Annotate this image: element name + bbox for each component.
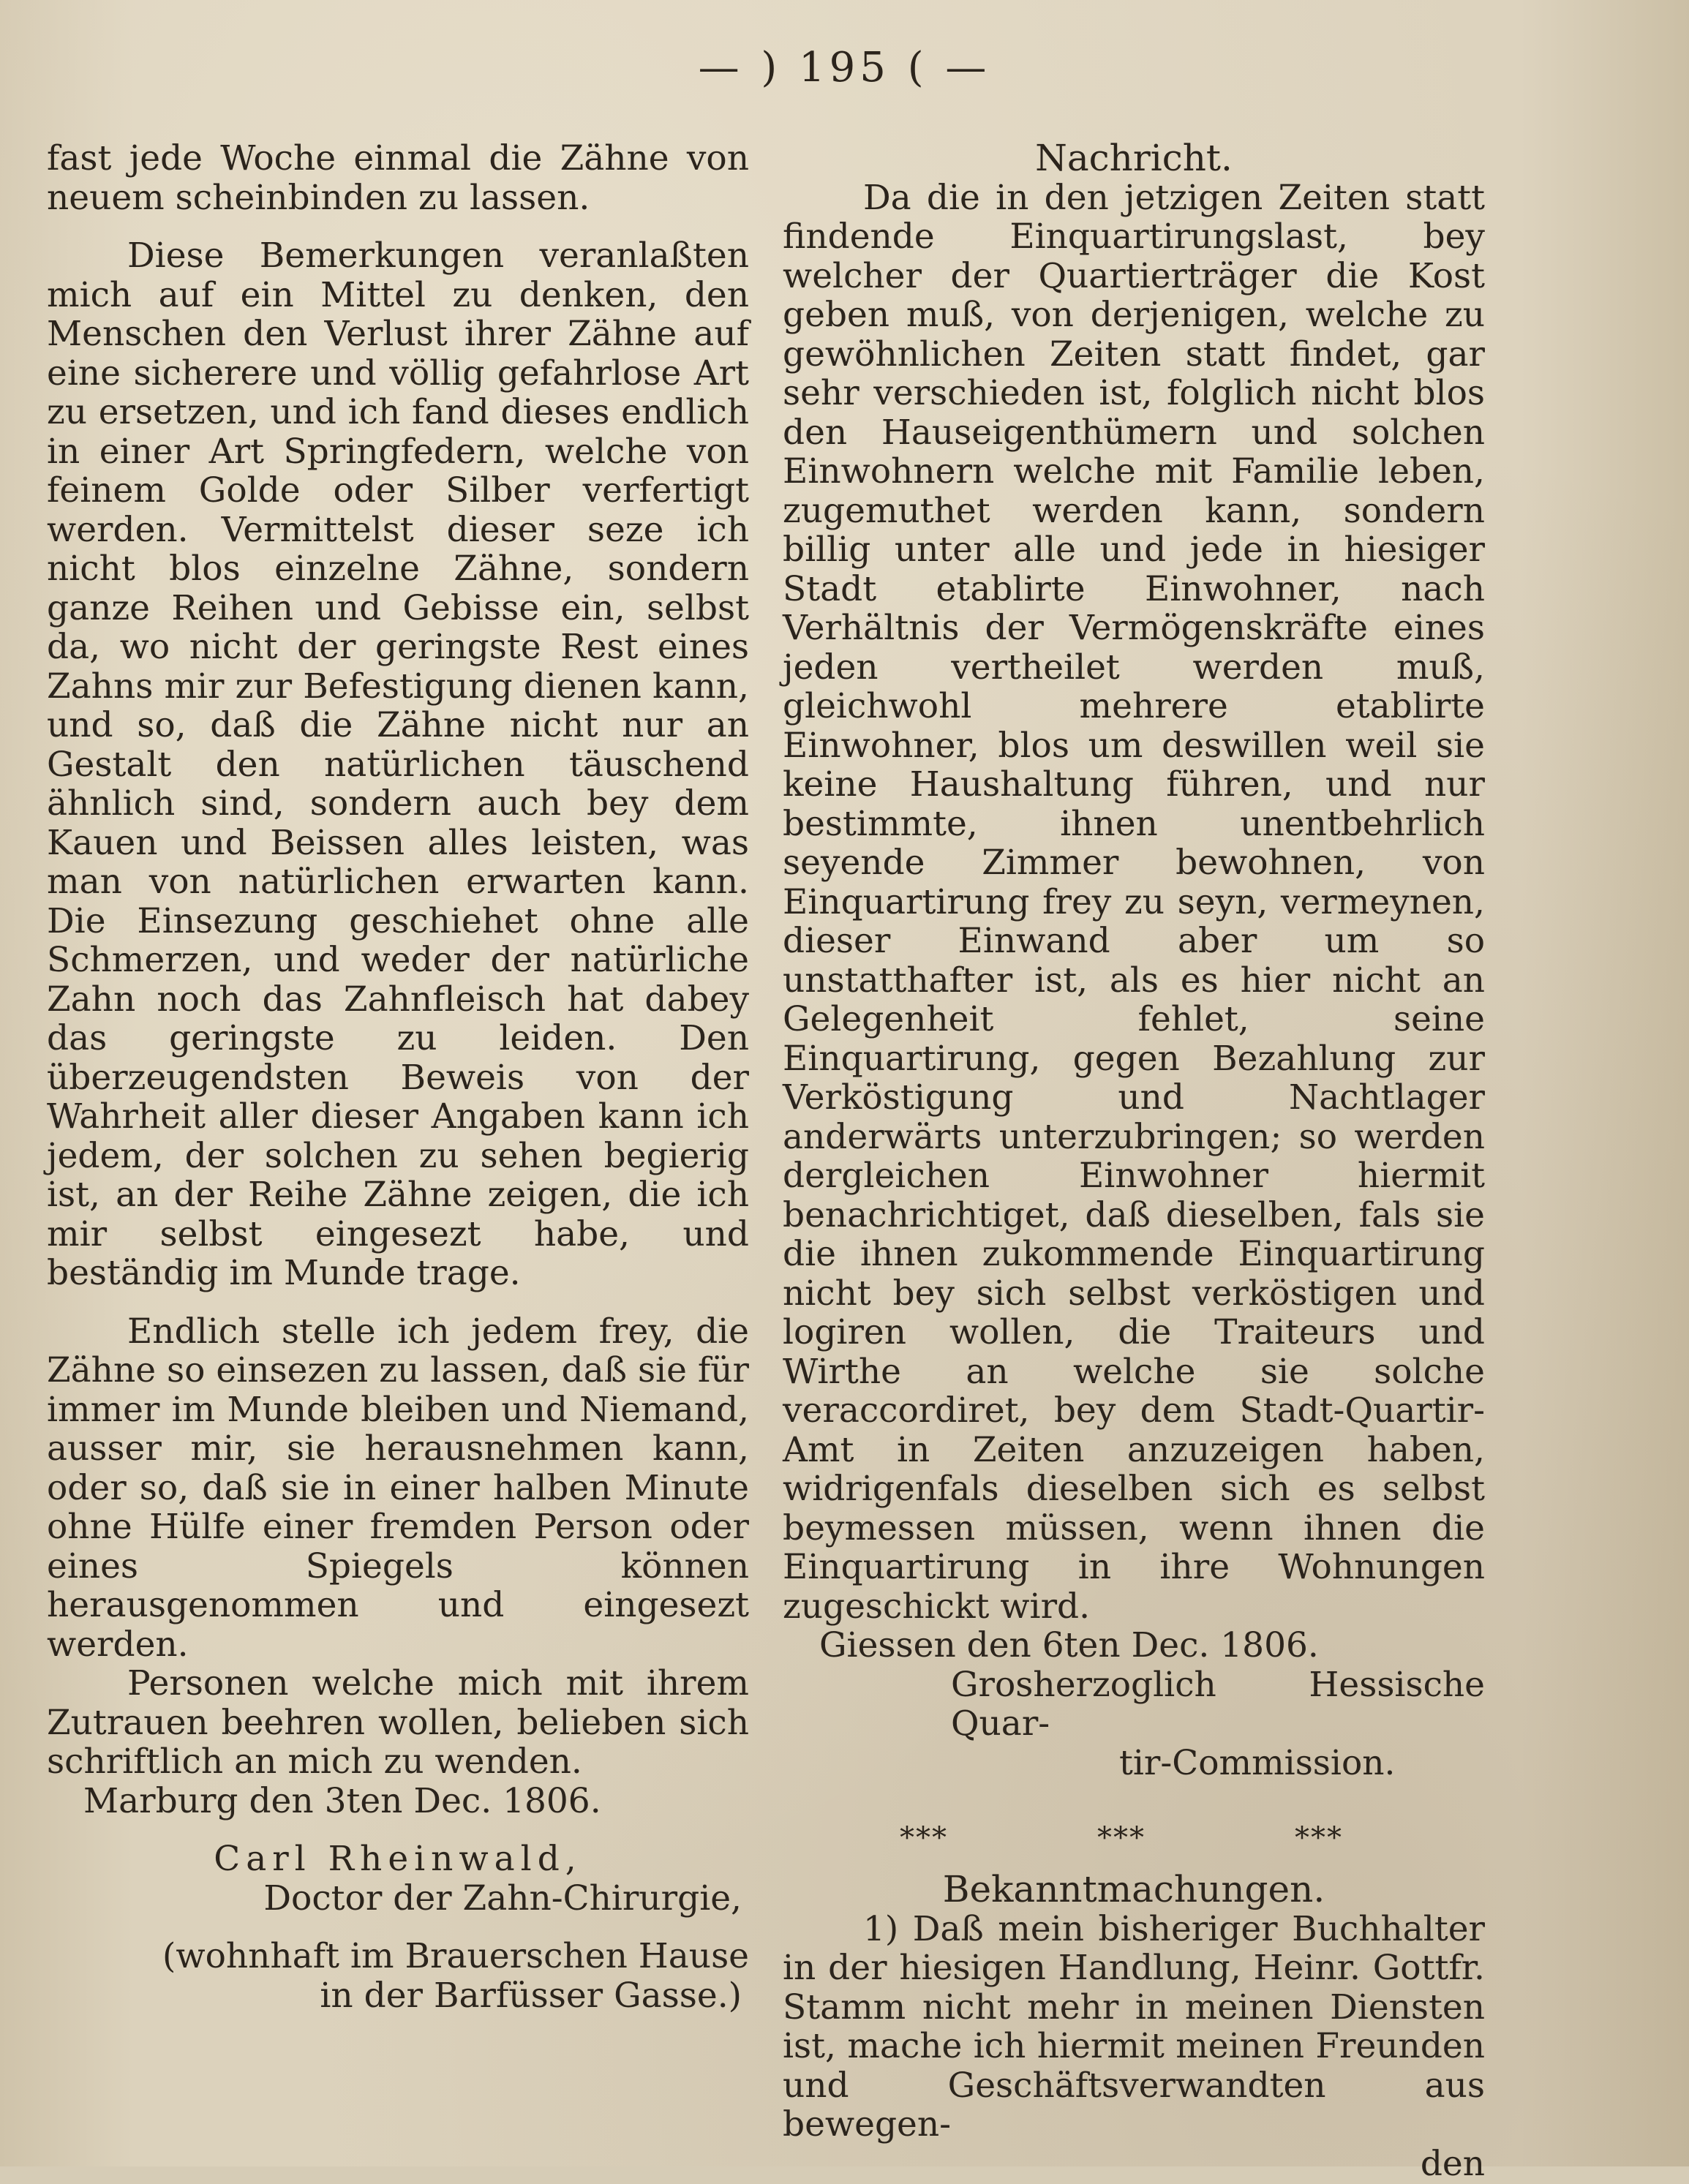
place-date-right: Giessen den 6ten Dec. 1806. (819, 1625, 1319, 1665)
paragraph-continued: fast jede Woche einmal die Zähne von neuem scheinbinden zu lassen. (47, 138, 749, 218)
announcements-title: Bekanntmachungen. (942, 1868, 1325, 1910)
page-number: — ) 195 ( — (698, 44, 991, 91)
paragraph-bookkeeper: 1) Daß mein bisheriger Buchhalter in der hiesigen Handlung, Heinr. Gottfr. Stamm nicht mehr in meinen Diensten ist, mache ich hiermit meinen Freunden und Geschäftsverwandten aus bewegen- (783, 1908, 1485, 2145)
place-date: Marburg den 3ten Dec. 1806. (83, 1780, 601, 1821)
right-column (783, 139, 1485, 2183)
paragraph-contact: Personen welche mich mit ihrem Zutrauen beehren wollen, belieben sich schriftlich an mich zu wenden. (47, 1663, 749, 1782)
commission-line-1: Grosherzoglich Hessische Quar- (951, 1664, 1485, 1744)
address-line-1: (wohnhaft im Brauerschen Hause (162, 1936, 749, 1976)
commission-line-2: tir-Commission. (1119, 1742, 1396, 1783)
paragraph-options: Endlich stelle ich jedem frey, die Zähne so einsezen zu lassen, daß sie für immer im Munde bleiben und Niemand, ausser mir, sie herausnehmen kann, oder so, daß sie in einer halben Minute ohne Hülfe einer fremden Person oder eines Spiegels können herausgenommen und eingesezt werden. (47, 1311, 749, 1665)
paragraph-dentures: Diese Bemerkungen veranlaßten mich auf ein Mittel zu denken, den Menschen den Verlust ihrer Zähne auf eine sicherere und völlig gefahrlose Art zu ersetzen, und ich fand dieses endlich in einer Art Springfedern, welche von feinem Golde oder Silber verfertigt werden. Vermittelst dieser seze ich nicht blos einzelne Zähne, sondern ganze Reihen und Gebisse ein, selbst da, wo nicht der geringste Rest eines Zahns mir zur Befestigung dienen kann, und so, daß die Zähne nicht nur an Gestalt den natürlichen täuschend ähnlich sind, sondern auch bey dem Kauen und Beissen alles leisten, was man von natürlichen erwarten kann. Die Einsezung geschiehet ohne alle Schmerzen, und weder der natürliche Zahn noch das Zahnfleisch hat dabey das geringste zu leiden. Den überzeugendsten Beweis von der Wahrheit aller dieser Angaben kann ich jedem, der solchen zu sehen begierig ist, an der Reihe Zähne zeigen, die ich mir selbst eingesezt habe, und beständig im Munde trage. (47, 236, 749, 1293)
signature-name: Carl Rheinwald, (214, 1839, 582, 1879)
asterism: *** (1295, 1821, 1343, 1855)
catchword: den (1420, 2143, 1485, 2184)
left-column (47, 139, 749, 2015)
asterism: *** (900, 1821, 948, 1855)
paragraph-billeting: Da die in den jetzigen Zeiten statt findende Einquartirungslast, bey welcher der Quartierträger die Kost geben muß, von derjenigen, welche zu gewöhnlichen Zeiten statt findet, gar sehr verschieden ist, folglich nicht blos den Hauseigenthümern und solchen Einwohnern welche mit Familie leben, zugemuthet werden kann, sondern billig unter alle und jede in hiesiger Stadt etablirte Einwohner, nach Verhältnis der Vermögenskräfte eines jeden vertheilet werden muß, gleichwohl mehrere etablirte Einwohner, blos um deswillen weil sie keine Haushaltung führen, und nur bestimmte, ihnen unentbehrlich seyende Zimmer bewohnen, von Einquartirung frey zu seyn, vermeynen, dieser Einwand aber um so unstatthafter ist, als es hier nicht an Gelegenheit fehlet, seine Einquartirung, gegen Bezahlung zur Verköstigung und Nachtlager anderwärts unterzubringen; so werden dergleichen Einwohner hiermit benachrichtiget, daß dieselben, fals sie die ihnen zukommende Einquartirung nicht bey sich selbst verköstigen und logiren wollen, die Traiteurs und Wirthe an welche sie solche veraccordiret, bey dem Stadt-Quartir-Amt in Zeiten anzuzeigen haben, widrigenfals dieselben sich es selbst beymessen müssen, wenn ihnen die Einquartirung in ihre Wohnungen zugeschickt wird. (783, 177, 1485, 1627)
signature-role: Doctor der Zahn-Chirurgie, (263, 1878, 742, 1918)
asterism: *** (1097, 1821, 1146, 1855)
notice-title: Nachricht. (1035, 137, 1233, 179)
address-line-2: in der Barfüsser Gasse.) (320, 1975, 742, 2016)
section-divider (783, 1804, 1485, 1870)
